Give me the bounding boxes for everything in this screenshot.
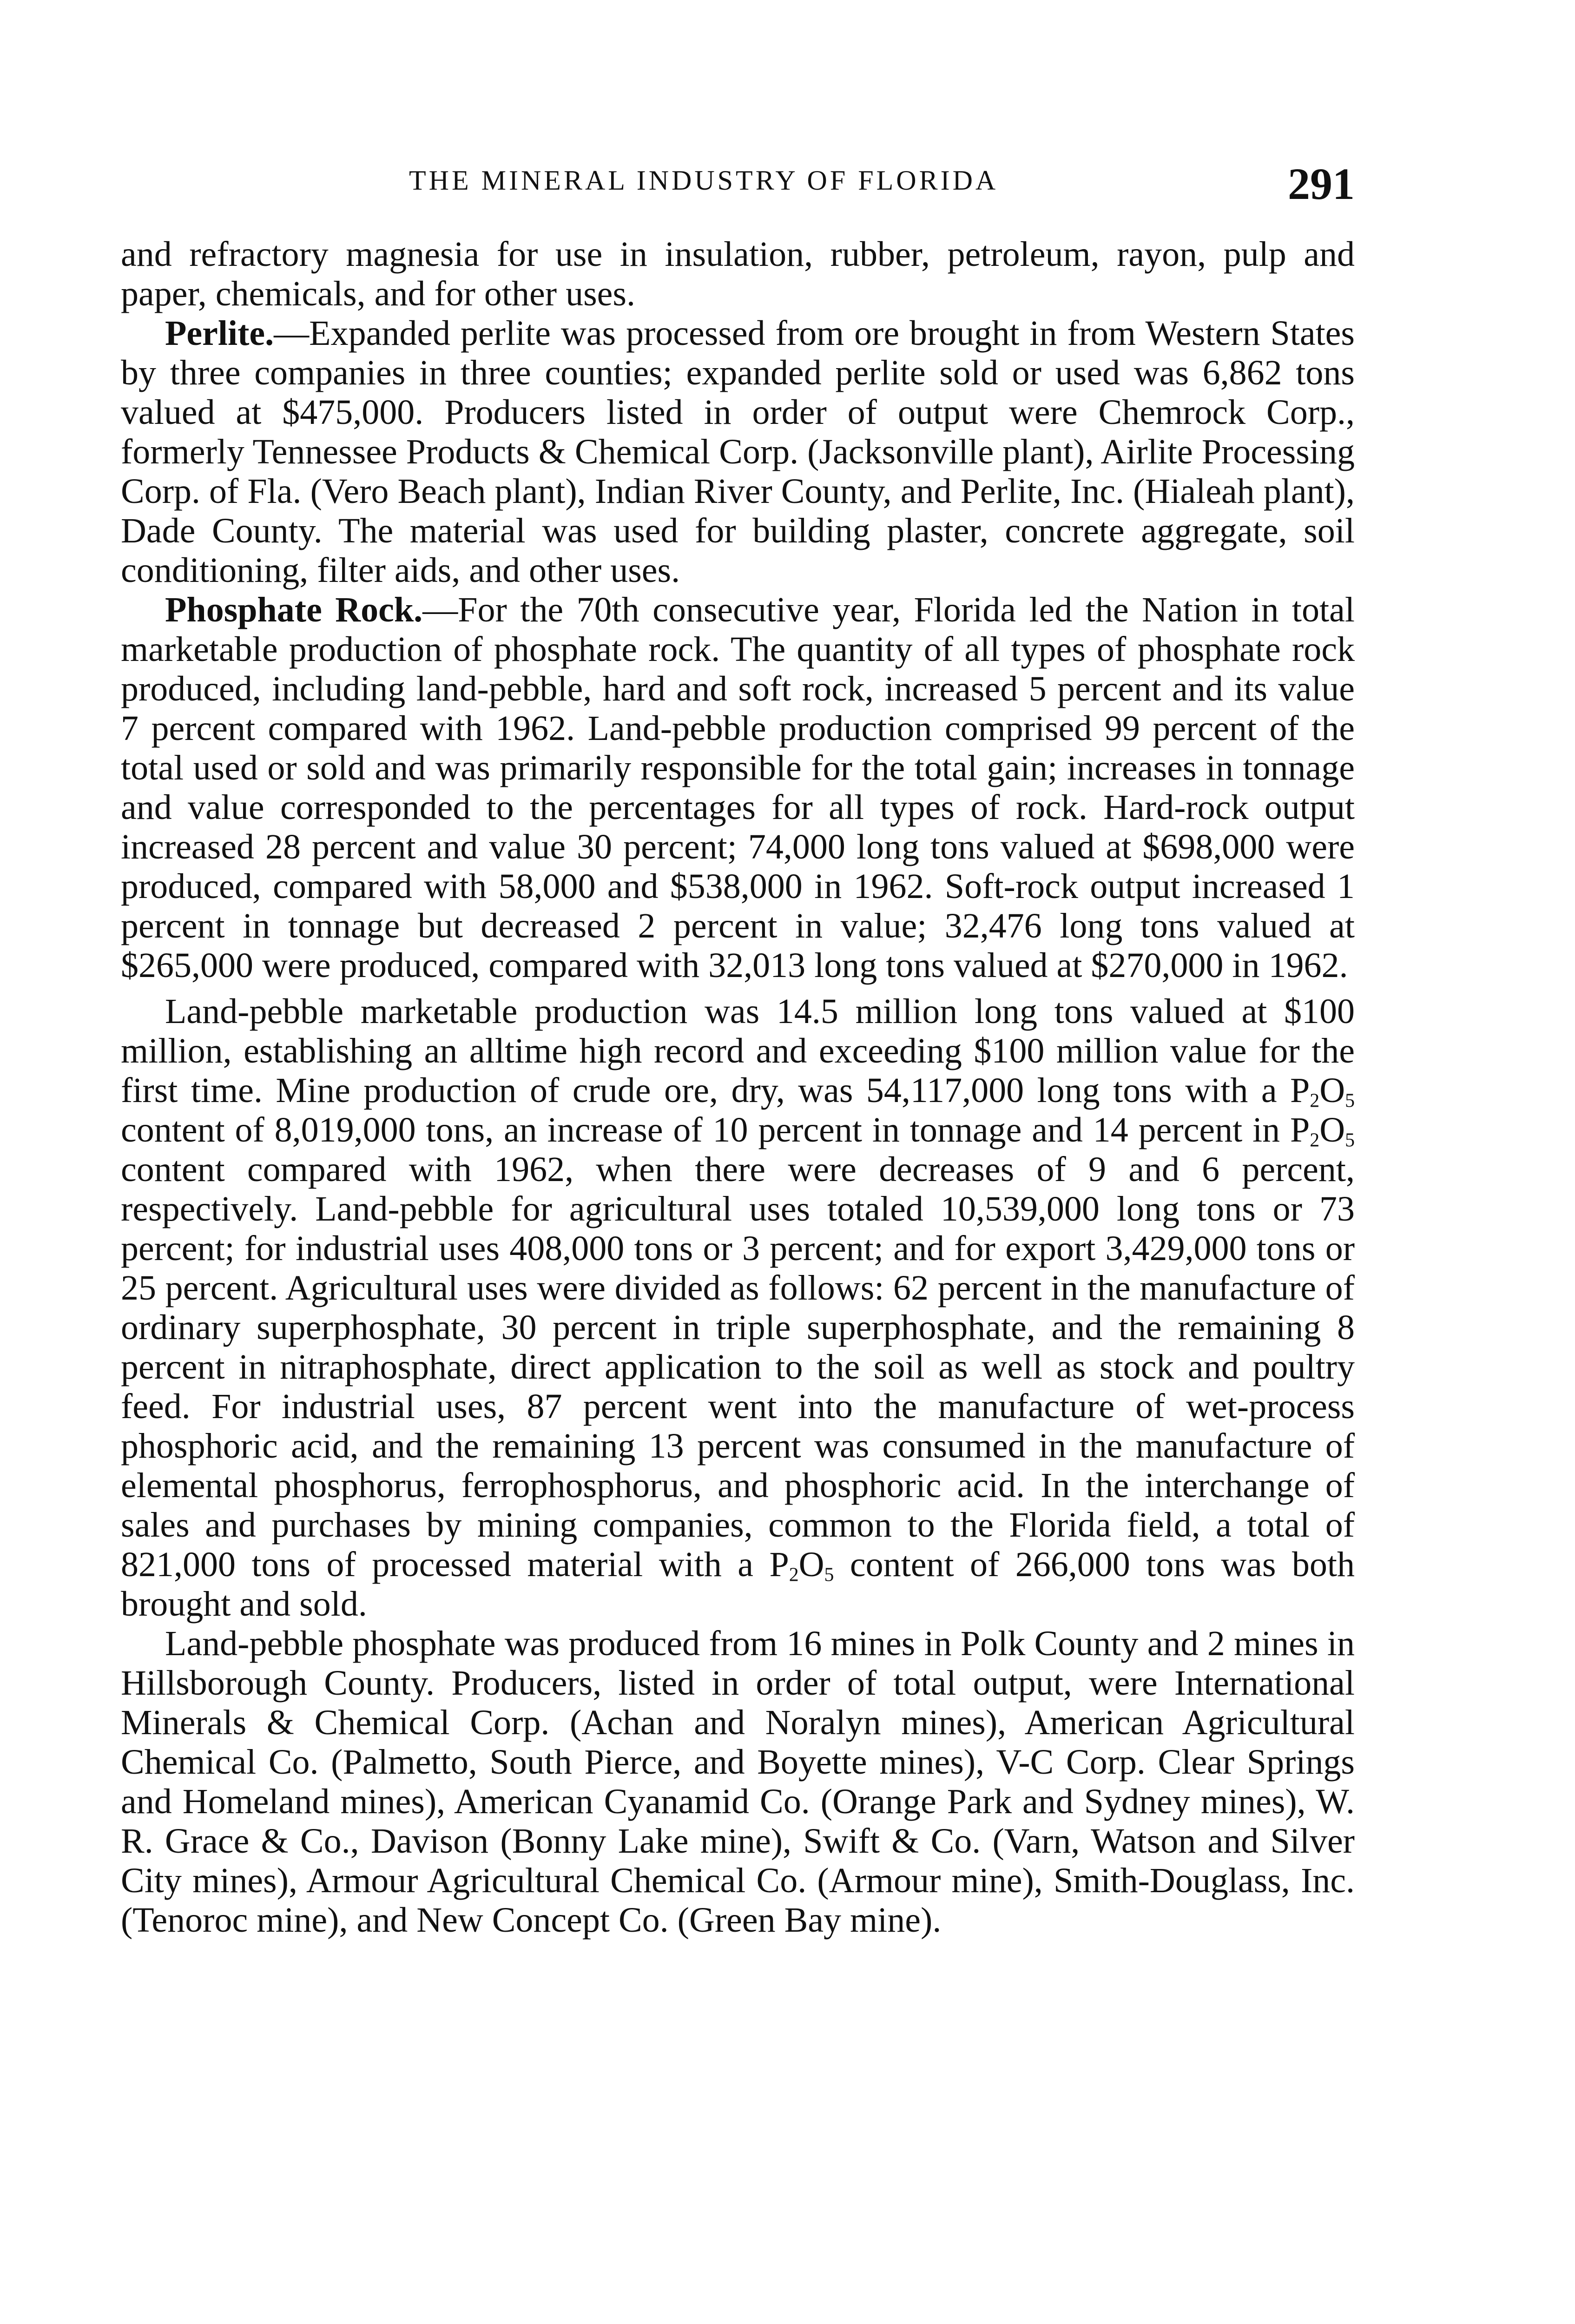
section-heading-phosphate-rock: Phosphate Rock. (165, 590, 423, 629)
paragraph-text: and refractory magnesia for use in insulation, rubber, petroleum, rayon, pulp and paper, chemicals, and for other uses. (121, 235, 1355, 313)
paragraph-text: Land-pebble phosphate was produced from 16 mines in Polk County and 2 mines in Hillsborough County. Producers, listed in order of total output, were International Minerals & Chemical Corp. (Achan and Noralyn mines), American Agricultural Chemical Co. (Palmetto, South Pierce, and Boyette mines), V-C Corp. Clear Springs and Homeland mines), American Cyanamid Co. (Orange Park and Sydney mines), W. R. Grace & Co., Davison (Bonny Lake mine), Swift & Co. (Varn, Watson and Silver City mines), Armour Agricultural Chemical Co. (Armour mine), Smith-Douglass, Inc. (Tenoroc mine), and New Concept Co. (Green Bay mine). (121, 1624, 1355, 1940)
paragraph-text: —For the 70th consecutive year, Florida led the Nation in total marketable production of phosphate rock. The quantity of all types of phosphate rock produced, including land-pebble, hard and soft rock, increased 5 percent and its value 7 percent compared with 1962. Land-pebble production comprised 99 percent of the total used or sold and was primarily responsible for the total gain; increases in tonnage and value corresponded to the percentages for all types of rock. Hard-rock output increased 28 percent and value 30 percent; 74,000 long tons valued at $698,000 were produced, compared with 58,000 and $538,000 in 1962. Soft-rock output increased 1 percent in tonnage but decreased 2 percent in value; 32,476 long tons valued at $265,000 were produced, compared with 32,013 long tons valued at $270,000 in 1962. (121, 590, 1355, 985)
section-heading-perlite: Perlite. (165, 314, 274, 353)
page-number: 291 (1288, 159, 1355, 209)
paragraph-land-pebble-producers (121, 1624, 1355, 1940)
paragraph-perlite (121, 314, 1355, 590)
paragraph-magnesia-continued (121, 235, 1355, 314)
running-head: THE MINERAL INDUSTRY OF FLORIDA (409, 165, 999, 196)
paragraph-text: content of 266,000 tons was both brought and sold. (121, 1545, 1355, 1624)
paragraph-text: —Expanded perlite was processed from ore brought in from Western States by three companies in three counties; expanded perlite sold or used was 6,862 tons valued at $475,000. Producers listed in order of output were Chemrock Corp., formerly Tennessee Products & Chemical Corp. (Jacksonville plant), Airlite Processing Corp. of Fla. (Vero Beach plant), Indian River County, and Perlite, Inc. (Hialeah plant), Dade County. The material was used for building plaster, concrete aggregate, soil conditioning, filter aids, and other uses. (121, 314, 1355, 590)
paragraph-text: Land-pebble marketable production was 14.5 million long tons valued at $100 million, establishing an alltime high record and exceeding $100 million value for the first time. Mine production of crude ore, dry, was 54,117,000 long tons with a (121, 992, 1355, 1110)
paragraph-phosphate-rock (121, 590, 1355, 985)
chemical-formula: $P_2O_5$ (1290, 1071, 1355, 1112)
page-header (121, 158, 1355, 209)
paragraph-text: content compared with 1962, when there were decreases of 9 and 6 percent, respectively. Land-pebble for agricultural uses totaled 10,539,000 long tons or 73 percent; for industrial uses 408,000 tons or 3 percent; and for export 3,429,000 tons or 25 percent. Agricultural uses were divided as follows: 62 percent in the manufacture of ordinary superphosphate, 30 percent in triple superphosphate, and the remaining 8 percent in nitraphosphate, direct application to the soil as well as stock and poultry feed. For industrial uses, 87 percent went into the manufacture of wet-process phosphoric acid, and the remaining 13 percent was consumed in the manufacture of elemental phosphorus, ferrophosphorus, and phosphoric acid. In the interchange of sales and purchases by mining companies, common to the Florida field, a total of 821,000 tons of processed material with a (121, 1150, 1355, 1584)
paragraph-land-pebble-production (121, 992, 1355, 1624)
chemical-formula: $P_2O_5$ (1290, 1110, 1355, 1151)
paragraph-text: content of 8,019,000 tons, an increase of 10 percent in tonnage and 14 percent in (121, 1110, 1291, 1149)
body-text (121, 235, 1355, 1940)
chemical-formula: $P_2O_5$ (769, 1545, 834, 1586)
